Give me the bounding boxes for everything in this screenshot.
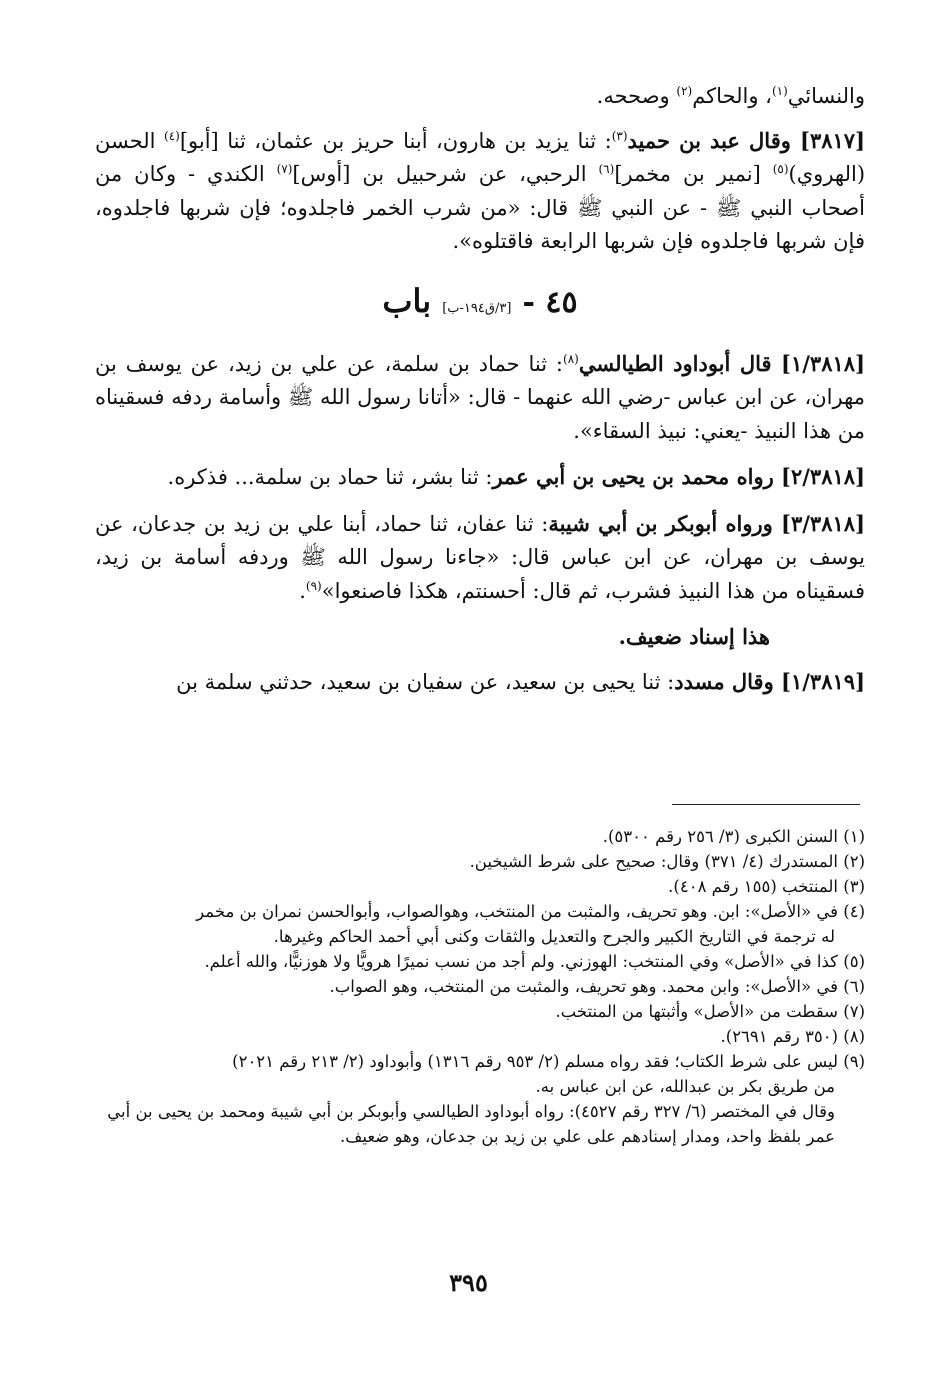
chapter-number: ٤٥ - (522, 284, 578, 320)
text-run: : ثنا عفان، ثنا حماد، أبنا علي بن زيد بن جدعان، عن يوسف بن مهران، عن ابن عباس قال: «جاءنا رسول الله ﷺ وردفه أسامة بن زيد، فسقيناه من هذا النبيذ فشرب، ثم قال: أحسنتم، هكذا فاصنعوا» (95, 511, 865, 603)
footnote-2: (٢) المستدرك (٤/ ٣٧١) وقال: صحيح على شرط الشيخين. (469, 852, 865, 871)
footnote-ref: (٢) (676, 84, 693, 98)
footnote-9: (٩) ليس على شرط الكتاب؛ فقد رواه مسلم (٢/ ٩٥٣ رقم ١٣١٦) وأبوداود (٢/ ٢١٣ رقم ٢٠٢١) (232, 1052, 865, 1071)
hadith-3819-1 (95, 665, 865, 700)
footnotes (95, 824, 865, 1149)
footnote-ref: (٣) (611, 128, 628, 143)
text-run: الرحبي، عن شرحبيل بن [أوس] (292, 162, 599, 186)
isnad-verdict: هذا إسناد ضعيف. (618, 624, 770, 649)
footnote-7: (٧) سقطت من «الأصل» وأثبتها من المنتخب. (555, 1002, 865, 1021)
main-text (95, 80, 865, 712)
footnote-ref: (١) (771, 84, 788, 98)
footnote-8: (٨) (٣٥٠ رقم ٢٦٩١). (720, 1027, 865, 1046)
footnote-ref: (٧) (276, 162, 293, 176)
hadith-number: [١/٣٨١٩] (781, 669, 865, 694)
hadith-3818-2 (95, 460, 865, 495)
narrator-lead: قال أبوداود الطيالسي (578, 350, 782, 376)
paragraph-continuation (95, 80, 865, 114)
chapter-title: باب (382, 281, 432, 320)
text-run: ، والحاكم (692, 84, 772, 108)
footnote-9-mukhtasar: وقال في المختصر (٦/ ٣٢٧ رقم ٤٥٢٧): رواه أبوداود الطيالسي وأبوبكر بن أبي شيبة ومحمد بن يحيى بن أبي عمر بلفظ واحد، ومدار إسنادهم على علي بن زيد بن جدعان، وهو ضعيف. (107, 1102, 835, 1146)
footnote-5: (٥) كذا في «الأصل» وفي المنتخب: الهوزني. ولم أجد من نسب نميرًا هرويًّا ولا هوزنيًّا، والله أعلم. (204, 952, 865, 971)
page-number: ٣٩٥ (449, 1268, 488, 1297)
footnote-1: (١) السنن الكبرى (٣/ ٢٥٦ رقم ٥٣٠٠). (602, 827, 865, 846)
footnote-ref: (٨) (563, 351, 579, 366)
footnote-ref: (٤) (164, 128, 180, 143)
hadith-3817 (95, 124, 865, 259)
hadith-number: [٢/٣٨١٨] (781, 464, 865, 489)
text-run: الكندي - وكان من أصحاب النبي ﷺ - عن النبي ﷺ قال: «من شرب الخمر فاجلدوه؛ فإن شربها فاجلدوه، فإن شربها فاجلدوه فإن شربها الرابعة فاقتلوه». (95, 162, 865, 253)
footnote-ref: (٦) (598, 162, 615, 176)
chapter-heading (95, 281, 865, 329)
manuscript-marker: [٣/ق١٩٤-ب] (442, 300, 512, 316)
text-run: [نمير بن مخمر] (614, 162, 773, 186)
text-run: والنسائي (787, 84, 865, 108)
narrator-lead: ورواه أبوبكر بن أبي شيبة (548, 510, 782, 536)
hadith-number: [٣/٣٨١٨] (781, 510, 865, 536)
narrator-lead: وقال مسدد (674, 669, 782, 694)
narrator-lead: رواه محمد بن يحيى بن أبي عمر (492, 464, 782, 489)
footnote-3: (٣) المنتخب (١٥٥ رقم ٤٠٨). (668, 877, 865, 896)
text-run: : ثنا حماد بن سلمة، عن علي بن زيد، عن يوسف بن مهران، عن ابن عباس -رضي الله عنهما - قال: «أتانا رسول الله ﷺ وأسامة ردفه فسقيناه من هذا النبيذ -يعني: نبيذ السقاء». (95, 351, 865, 443)
narrator-lead: وقال عبد بن حميد (627, 127, 801, 153)
footnote-4: (٤) في «الأصل»: ابن. وهو تحريف، والمثبت من المنتخب، وهوالصواب، وأبوالحسن نمران بن مخمر (196, 902, 865, 921)
footnote-separator (672, 804, 860, 805)
footnote-4-continued: له ترجمة في التاريخ الكبير والجرح والتعديل والثقات وكنى أبي أحمد الحاكم وغيرها. (273, 927, 835, 946)
text-run: الحسن (الهروي) (95, 128, 866, 186)
hadith-number: [٣٨١٧] (800, 127, 866, 153)
footnote-9-continued: من طريق بكر بن عبدالله، عن ابن عباس به. (535, 1077, 835, 1096)
hadith-number: [١/٣٨١٨] (781, 350, 865, 376)
text-run: : ثنا يحيى بن سعيد، عن سفيان بن سعيد، حدثني سلمة بن (176, 670, 675, 694)
hadith-3818-3 (95, 507, 865, 609)
text-run: . (299, 578, 306, 603)
text-run: : ثنا بشر، ثنا حماد بن سلمة... فذكره. (167, 465, 493, 489)
footnote-ref: (٩) (305, 578, 322, 593)
footnote-ref: (٥) (772, 162, 789, 176)
text-run: وصححه. (596, 84, 677, 108)
hadith-3818-1 (95, 347, 865, 449)
footnote-6: (٦) في «الأصل»: وابن محمد. وهو تحريف، والمثبت من المنتخب، وهو الصواب. (329, 977, 865, 996)
text-run: : ثنا يزيد بن هارون، أبنا حريز بن عثمان، ثنا [أبو] (179, 128, 612, 153)
